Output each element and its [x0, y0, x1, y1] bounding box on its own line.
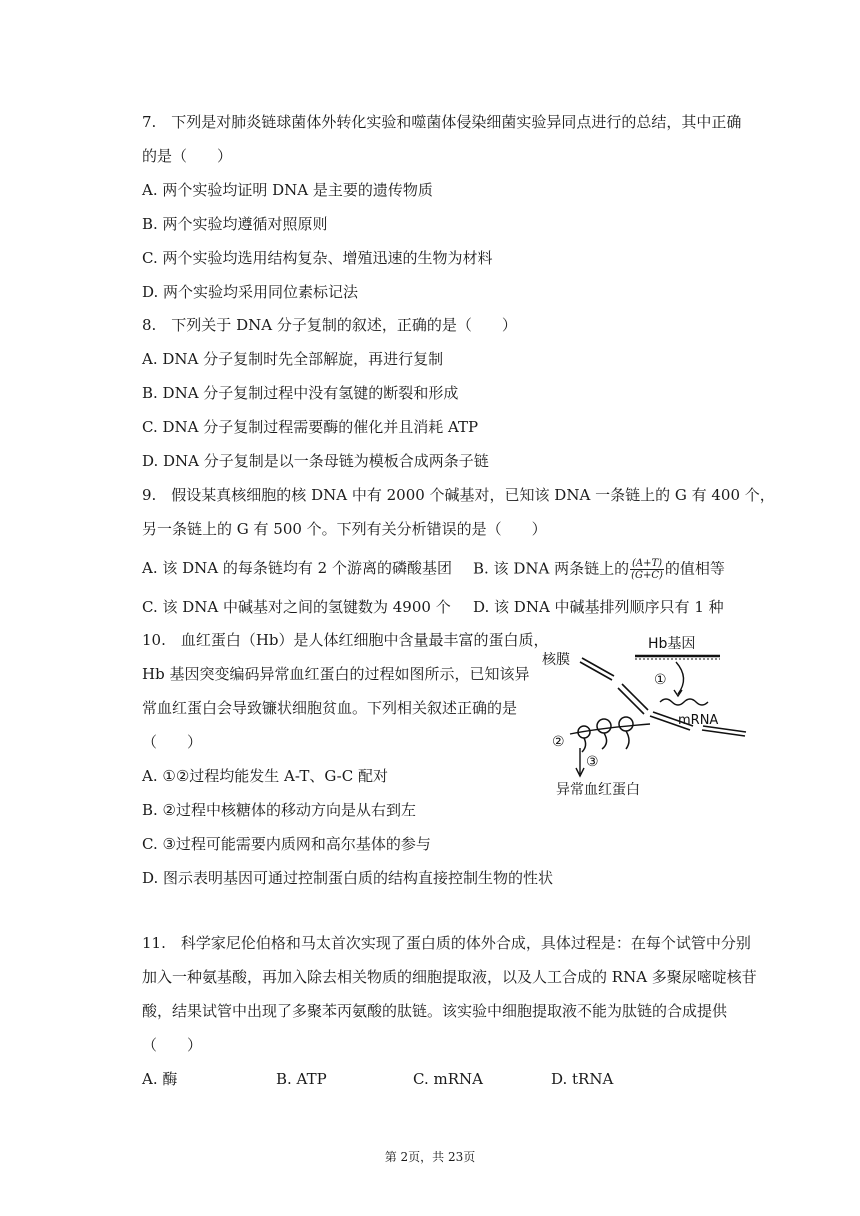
hb-gene-label: Hb基因 — [648, 636, 696, 652]
step-2-label: ② — [552, 734, 565, 750]
q9-option-b — [473, 558, 725, 581]
q9-ratio-fraction — [630, 558, 664, 581]
q9-option-d: D. 该 DNA 中碱基排列顺序只有 1 种 — [473, 598, 724, 616]
q10-stem-line1: 10. 血红蛋白（Hb）是人体红细胞中含量最丰富的蛋白质， — [142, 631, 549, 649]
mrna-label: mRNA — [678, 713, 719, 728]
q11-stem-line3: 酸，结果试管中出现了多聚苯丙氨酸的肽链。该实验中细胞提取液不能为肽链的合成提供 — [142, 1002, 728, 1020]
q8-option-b: B. DNA 分子复制过程中没有氢键的断裂和形成 — [142, 384, 459, 402]
q7-option-d: D. 两个实验均采用同位素标记法 — [142, 283, 359, 301]
transcription-arrow — [676, 662, 684, 694]
q7-stem-line1: 7. 下列是对肺炎链球菌体外转化实验和噬菌体侵染细菌实验异同点进行的总结，其中正确 — [142, 113, 742, 131]
q9-option-b-suffix: 的值相等 — [664, 559, 725, 578]
abnormal-hemoglobin-label: 异常血红蛋白 — [556, 782, 640, 798]
q7-option-c: C. 两个实验均选用结构复杂、增殖迅速的生物为材料 — [142, 249, 493, 267]
q11-option-b: B. ATP — [276, 1070, 327, 1088]
q8-option-a: A. DNA 分子复制时先全部解旋，再进行复制 — [142, 350, 444, 368]
q7-option-b: B. 两个实验均遵循对照原则 — [142, 215, 328, 233]
q10-option-b: B. ②过程中核糖体的移动方向是从右到左 — [142, 801, 417, 819]
q7-option-a: A. 两个实验均证明 DNA 是主要的遗传物质 — [142, 181, 433, 199]
hb-gene-expression-diagram — [540, 628, 760, 804]
ribosomes — [578, 717, 633, 752]
page-footer: 第 2页，共 23页 — [384, 1150, 476, 1164]
q9-stem-line2: 另一条链上的 G 有 500 个。下列有关分析错误的是（ ） — [142, 520, 547, 538]
q8-option-c: C. DNA 分子复制过程需要酶的催化并且消耗 ATP — [142, 418, 479, 436]
q9-option-c: C. 该 DNA 中碱基对之间的氢键数为 4900 个 — [142, 598, 451, 616]
q10-option-a: A. ①②过程均能发生 A-T、G-C 配对 — [142, 767, 388, 785]
q10-option-c: C. ③过程可能需要内质网和高尔基体的参与 — [142, 835, 431, 853]
q10-stem-line2: Hb 基因突变编码异常血红蛋白的过程如图所示，已知该异 — [142, 665, 530, 683]
q11-option-d: D. tRNA — [551, 1070, 614, 1088]
q11-stem-line1: 11. 科学家尼伦伯格和马太首次实现了蛋白质的体外合成，具体过程是：在每个试管中分别 — [142, 934, 751, 952]
q9-stem-line1: 9. 假设某真核细胞的核 DNA 中有 2000 个碱基对，已知该 DNA 一条链上的 G 有 400 个， — [142, 486, 775, 504]
nuclear-membrane-label: 核膜 — [542, 652, 570, 668]
q10-stem-line4: （ ） — [142, 733, 203, 751]
q9-option-b-prefix: B. 该 DNA 两条链上的 — [473, 559, 630, 578]
q9-ratio-denominator: (G+C) — [631, 570, 663, 581]
step-1-label: ① — [654, 672, 667, 688]
step-3-label: ③ — [586, 754, 599, 770]
q11-option-a: A. 酶 — [142, 1070, 178, 1088]
q7-stem-line2: 的是（ ） — [142, 147, 233, 165]
q9-ratio-numerator: (A+T) — [631, 558, 663, 569]
q8-stem: 8. 下列关于 DNA 分子复制的叙述，正确的是（ ） — [142, 316, 517, 334]
q11-option-c: C. mRNA — [413, 1070, 483, 1088]
q11-stem-line4: （ ） — [142, 1036, 203, 1054]
q11-stem-line2: 加入一种氨基酸，再加入除去相关物质的细胞提取液，以及人工合成的 RNA 多聚尿嘧啶核苷 — [142, 968, 757, 986]
q10-option-d: D. 图示表明基因可通过控制蛋白质的结构直接控制生物的性状 — [142, 869, 554, 887]
q8-option-d: D. DNA 分子复制是以一条母链为模板合成两条子链 — [142, 452, 489, 470]
q10-stem-line3: 常血红蛋白会导致镰状细胞贫血。下列相关叙述正确的是 — [142, 699, 518, 717]
mrna-strand — [660, 699, 708, 705]
q9-option-a: A. 该 DNA 的每条链均有 2 个游离的磷酸基团 — [142, 559, 452, 577]
nuclear-membrane — [580, 658, 746, 736]
